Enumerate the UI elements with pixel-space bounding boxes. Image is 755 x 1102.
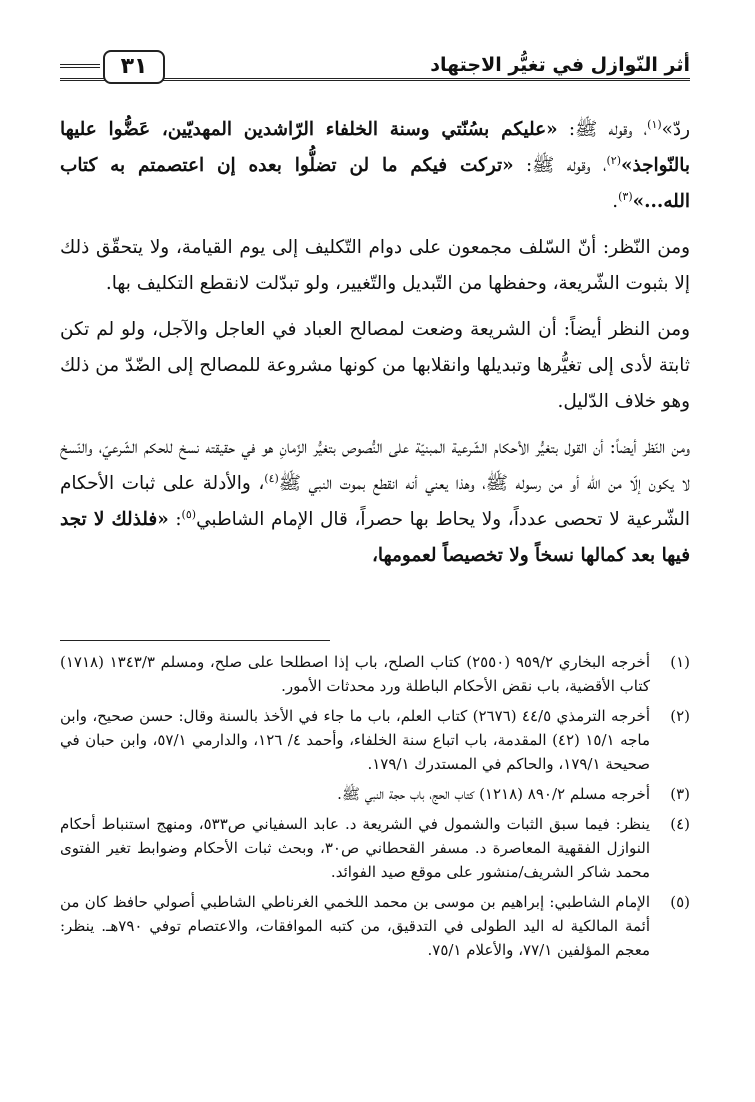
hadith-quote-2: «تركت فيكم ما لن تضلُّوا بعده إن اعتصمتم به كتاب الله...» (60, 155, 690, 212)
footnote-number: (٥) (670, 893, 690, 911)
footnote-ref-5[interactable]: (٥) (181, 507, 197, 521)
hadith-quote-1: «عليكم بسُنّتي وسنة الخلفاء الرّاشدين المهديّين، عَضُّوا عليها بالنّواجذ» (60, 119, 690, 176)
running-title: أثر النّوازل في تغيُّر الاجتهاد (430, 54, 690, 76)
footnote-text: أخرجه البخاري ٩٥٩/٢ (٢٥٥٠) كتاب الصلح، باب إذا اصطلحا على صلح، ومسلم ١٣٤٣/٣ (١٧١٨) كتاب الأقضية، باب نقض الأحكام الباطلة ورد محدثات الأمور. (60, 653, 650, 695)
footnote (60, 704, 690, 776)
footnote-separator (60, 640, 330, 641)
footnote (60, 890, 690, 962)
page-number: ٣١ (103, 50, 165, 84)
footnote-text: أخرجه الترمذي ٤٤/٥ (٢٦٧٦) كتاب العلم، باب ما جاء في الأخذ بالسنة وقال: حسن صحيح، وابن ماجه ١٥/١ (٤٢) المقدمة، باب اتباع سنة الخلفاء، وأحمد ٤/ ١٢٦، والدارمي ٥٧/١، وابن حبان في صحيحة ١٧٩/١، والحاكم في المستدرك ١٧٩/١. (60, 707, 651, 773)
paragraph-1: ردّ»$^{(١)}$، وقوله ﷺ: «عليكم بسُنّتي وسنة الخلفاء الرّاشدين المهديّين، عَضُّوا عليها بالنّواجذ»$^{(٢)}$، وقوله ﷺ: «تركت فيكم ما لن تضلُّوا بعده إن اعتصمتم به كتاب الله...»$^{(٣)}$. (60, 117, 690, 212)
footnote-ref-1[interactable]: (١) (647, 117, 662, 131)
footnote-text: ينظر: فيما سبق الثبات والشمول في الشريعة د. عابد السفياني ص٥٣٣، ومنهج استنباط أحكام النوازل الفقهية المعاصرة د. مسفر القحطاني ص٣٠، وبحث ثبات الأحكام وضوابط تغير الفتوى محمد شاكر الشريف/منشور على موقع صيد الفوائد. (60, 815, 650, 881)
paragraph-2: ومن النّظر: أنّ السّلف مجمعون على دوام التّكليف إلى يوم القيامة، ولا يتحقّق ذلك إلا بثبوت الشّريعة، وحفظها من التّبديل والتّغيير، ولو تبدّلت لانقطع التكليف بها. (60, 237, 690, 294)
paragraph-3: ومن النظر أيضاً: أن الشريعة وضعت لمصالح العباد في العاجل والآجل، ولو لم تكن ثابتة لأدى إلى تغيُّرها وتبديلها وانقلابها من كونها مشروعة للمصالح إلى الضّدّ من ذلك وهو خلاف الدّليل. (60, 319, 690, 412)
footnote-number: (٣) (670, 785, 690, 803)
footnote-text: أخرجه مسلم ٨٩٠/٢ (١٢١٨) كتاب الحج، باب حجة النبي ﷺ. (337, 785, 650, 803)
footnote-ref-3[interactable]: (٣) (618, 189, 633, 203)
footnote-number: (١) (670, 653, 690, 671)
footnote-number: (٤) (670, 815, 690, 833)
footnote (60, 812, 690, 884)
footnote-ref-4[interactable]: (٤) (264, 471, 279, 485)
footnote-number: (٢) (670, 707, 690, 725)
running-header (60, 52, 690, 86)
footnote-text: الإمام الشاطبي: إبراهيم بن موسى بن محمد اللخمي الغرناطي الشاطبي أصولي حافظ كان من أئمة المالكية له اليد الطولى في التدقيق، من كتبه الموافقات، والاعتصام توفي ٧٩٠هـ. ينظر: معجم المؤلفين ٧٧/١، والأعلام ٧٥/١. (60, 893, 650, 959)
footnotes (60, 650, 690, 968)
footnote-ref-2[interactable]: (٢) (606, 153, 621, 167)
footnote (60, 650, 690, 698)
paragraph-4: ومن النّظر أيضاً: أن القول بتغيُّر الأحكام الشّرعية المبنيّة على النُّصوص بتغيُّر الزّمانِ هو في حقيقته نسخ للحكم الشّرعيّ، والنّسخ لا يكون إلّا من الله أو من رسوله ﷺ، وهذا يعني أنه انقطع بموت النبي ﷺ$^{(٤)}$، والأدلة على ثبات الأحكام الشّرعية لا تحصى عدداً، ولا يحاط بها حصراً، قال الإمام الشاطبي$^{(٥)}$: «فلذلك لا تجد فيها بعد كمالها نسخاً ولا تخصيصاً لعمومها، (60, 437, 690, 566)
shatibi-quote: «فلذلك لا تجد فيها بعد كمالها نسخاً ولا تخصيصاً لعمومها، (60, 509, 690, 566)
main-text (60, 112, 690, 584)
header-left-rule (60, 64, 100, 68)
footnote (60, 782, 690, 806)
